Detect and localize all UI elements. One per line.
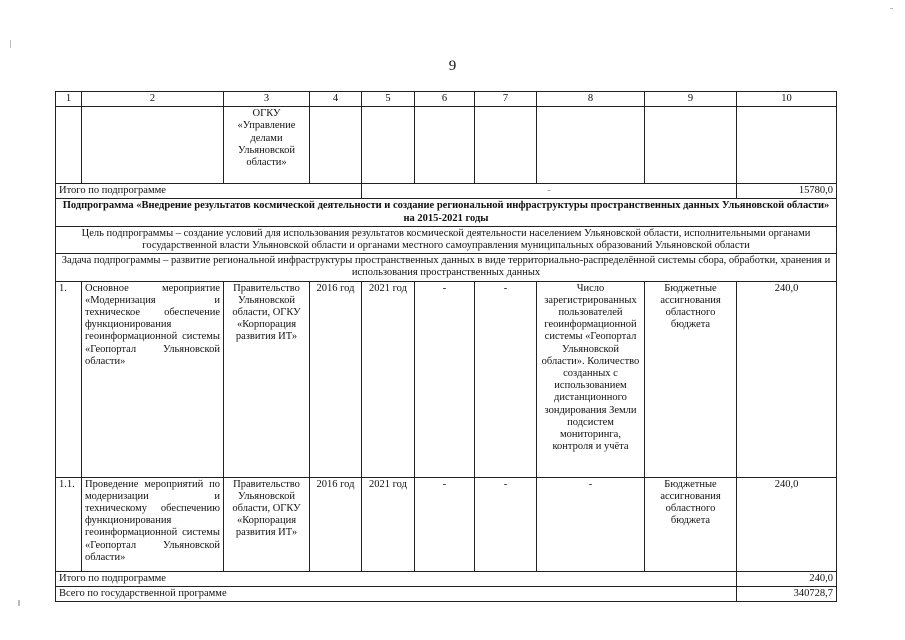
page-number: 9 bbox=[448, 58, 457, 74]
program-table bbox=[55, 91, 837, 602]
column-numbers-row bbox=[56, 92, 837, 107]
col7-value: - bbox=[475, 477, 537, 571]
indicator: - bbox=[537, 477, 645, 571]
subtotal-previous-row bbox=[56, 184, 837, 199]
column-number: 5 bbox=[362, 92, 415, 107]
column-number: 3 bbox=[224, 92, 310, 107]
subprogram-title-row bbox=[56, 199, 837, 226]
funding-source: Бюджетные ассигнования областного бюджета bbox=[645, 281, 737, 477]
col7-value: - bbox=[475, 281, 537, 477]
column-number: 1 bbox=[56, 92, 82, 107]
col6-value: - bbox=[415, 281, 475, 477]
scan-speck bbox=[890, 8, 893, 9]
start-year: 2016 год bbox=[310, 281, 362, 477]
grand-total-value: 340728,7 bbox=[737, 586, 837, 601]
subprogram-goal: Цель подпрограммы – создание условий для использования результатов космической деятельности населением Ульяновской области, исполнительными органами государственной власти Ульяновской области и органами местного самоуправления муниципальных образований Ульяновской области bbox=[56, 226, 837, 253]
column-number: 4 bbox=[310, 92, 362, 107]
scan-speck bbox=[18, 600, 20, 606]
row-number: 1.1. bbox=[56, 477, 82, 571]
activity-name: Проведение мероприятий по модернизации и техническому обеспечению функционирования геоинформационной системы «Геопортал Ульяновской области» bbox=[82, 477, 224, 571]
subtotal-dash: - bbox=[362, 184, 737, 199]
column-number: 10 bbox=[737, 92, 837, 107]
activity-executor: Правительство Ульяновской области, ОГКУ «Корпорация развития ИТ» bbox=[224, 281, 310, 477]
end-year: 2021 год bbox=[362, 477, 415, 571]
indicator: Число зарегистрированных пользователей геоинформационной системы «Геопортал Ульяновской области». Количество созданных с использованием дистанционного зондирования Земли подсистем мониторинга, контроля и учёта bbox=[537, 281, 645, 477]
goal-row bbox=[56, 226, 837, 253]
column-number: 2 bbox=[82, 92, 224, 107]
subtotal-value: 240,0 bbox=[737, 571, 837, 586]
table-row bbox=[56, 477, 837, 571]
column-number: 7 bbox=[475, 92, 537, 107]
subtotal-label: Итого по подпрограмме bbox=[56, 571, 737, 586]
subprogram-task: Задача подпрограммы – развитие региональной инфраструктуры пространственных данных в виде территориально-распределённой системы сбора, обработки, хранения и использования пространственных данных bbox=[56, 254, 837, 281]
task-row bbox=[56, 254, 837, 281]
subtotal-row bbox=[56, 571, 837, 586]
row-number: 1. bbox=[56, 281, 82, 477]
activity-executor: Правительство Ульяновской области, ОГКУ «Корпорация развития ИТ» bbox=[224, 477, 310, 571]
col6-value: - bbox=[415, 477, 475, 571]
grand-total-row bbox=[56, 586, 837, 601]
column-number: 9 bbox=[645, 92, 737, 107]
subtotal-value: 15780,0 bbox=[737, 184, 837, 199]
column-number: 6 bbox=[415, 92, 475, 107]
column-number: 8 bbox=[537, 92, 645, 107]
table-row bbox=[56, 281, 837, 477]
activity-name: Основное мероприятие «Модернизация и техническое обеспечение функционирования геоинформационной системы «Геопортал Ульяновской области» bbox=[82, 281, 224, 477]
scan-speck bbox=[10, 40, 11, 48]
funding-amount: 240,0 bbox=[737, 477, 837, 571]
start-year: 2016 год bbox=[310, 477, 362, 571]
end-year: 2021 год bbox=[362, 281, 415, 477]
funding-amount: 240,0 bbox=[737, 281, 837, 477]
subtotal-label: Итого по подпрограмме bbox=[56, 184, 362, 199]
continued-row bbox=[56, 107, 837, 184]
executor-cell: ОГКУ «Управление делами Ульяновской области» bbox=[224, 107, 310, 184]
subprogram-title: Подпрограмма «Внедрение результатов космической деятельности и создание региональной инфраструктуры пространственных данных Ульяновской области» на 2015-2021 годы bbox=[56, 199, 837, 226]
funding-source: Бюджетные ассигнования областного бюджета bbox=[645, 477, 737, 571]
grand-total-label: Всего по государственной программе bbox=[56, 586, 737, 601]
